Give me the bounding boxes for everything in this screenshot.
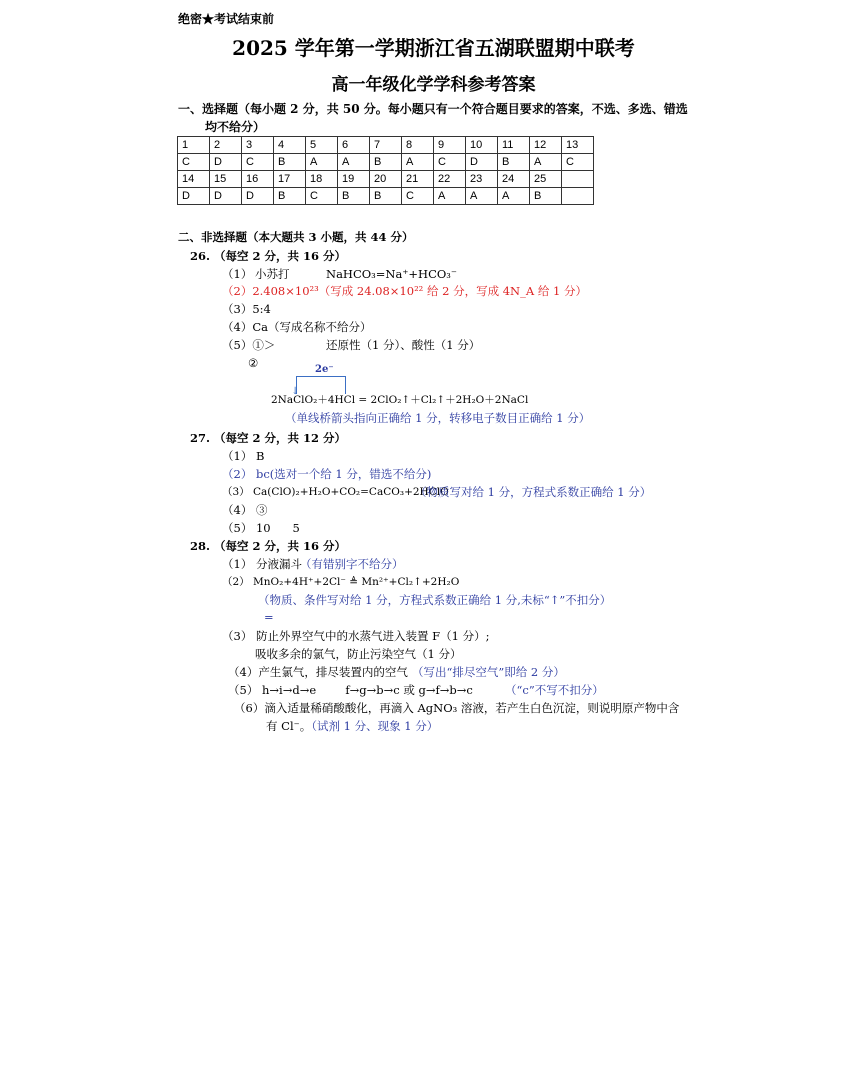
answer-cell: B <box>370 154 402 171</box>
q26-answer1-num: （1） <box>222 267 253 281</box>
question-number-row <box>178 137 594 154</box>
q28-answer6-line1: （6）滴入适量稀硝酸酸化，再滴入 AgNO₃ 溶液，若产生白色沉淀，则说明原产物中含 <box>234 701 680 715</box>
q28-answer2-mark: = <box>264 610 274 624</box>
q27-answer1: （1） B <box>222 449 265 463</box>
answer-cell: C <box>434 154 466 171</box>
section2-heading: 二、非选择题（本大题共 3 小题，共 44 分） <box>178 230 414 244</box>
answer-cell: B <box>338 188 370 205</box>
answer-row <box>178 188 594 205</box>
question-number-cell: 25 <box>530 171 562 188</box>
answer-cell: C <box>178 154 210 171</box>
page-title: 2025 学年第一学期浙江省五湖联盟期中联考 <box>232 36 635 60</box>
q28-answer5: （5） h→i→d→e f→g→b→c 或 g→f→b→c <box>228 683 473 697</box>
question-number-cell: 9 <box>434 137 466 154</box>
answer-cell: B <box>274 154 306 171</box>
q28-answer3-line1: （3） 防止外界空气中的水蒸气进入装置 F（1 分）; <box>222 629 490 643</box>
q28-title: 28. （每空 2 分，共 16 分） <box>190 539 347 553</box>
answer-cell: A <box>498 188 530 205</box>
answer-cell: D <box>242 188 274 205</box>
q27-title: 27. （每空 2 分，共 12 分） <box>190 431 347 445</box>
q26-answer5-num: （5）①＞ <box>222 338 276 352</box>
question-number-cell: 11 <box>498 137 530 154</box>
answer-cell: A <box>530 154 562 171</box>
question-number-cell: 12 <box>530 137 562 154</box>
question-number-cell: 5 <box>306 137 338 154</box>
question-number-cell: 8 <box>402 137 434 154</box>
q26-redox-equation: 2NaClO₂＋4HCl = 2ClO₂↑＋Cl₂↑＋2H₂O＋2NaCl <box>271 394 529 406</box>
confidential-label: 绝密★考试结束前 <box>178 12 275 26</box>
q26-answer4: （4）Ca（写成名称不给分） <box>222 320 372 334</box>
q26-title: 26. （每空 2 分，共 16 分） <box>190 249 347 263</box>
q28-answer4-note: （写出“排尽空气”即给 2 分） <box>412 665 565 679</box>
answer-cell: B <box>530 188 562 205</box>
question-number-row <box>178 171 594 188</box>
question-number-cell: 7 <box>370 137 402 154</box>
answer-cell: A <box>306 154 338 171</box>
question-number-cell: 2 <box>210 137 242 154</box>
question-number-cell: 16 <box>242 171 274 188</box>
question-number-cell: 3 <box>242 137 274 154</box>
answer-table <box>177 136 594 205</box>
answer-cell: A <box>402 154 434 171</box>
question-number-cell <box>562 171 594 188</box>
question-number-cell: 21 <box>402 171 434 188</box>
answer-cell: C <box>306 188 338 205</box>
question-number-cell: 18 <box>306 171 338 188</box>
q28-answer4: （4）产生氯气，排尽装置内的空气 <box>228 665 408 679</box>
answer-cell: A <box>338 154 370 171</box>
question-number-cell: 23 <box>466 171 498 188</box>
question-number-cell: 20 <box>370 171 402 188</box>
question-number-cell: 13 <box>562 137 594 154</box>
electron-transfer-label: 2e⁻ <box>315 364 334 375</box>
answer-cell: D <box>178 188 210 205</box>
q26-answer5-text: 还原性（1 分）、酸性（1 分） <box>326 338 481 352</box>
section1-heading-line1: 一、选择题（每小题 2 分，共 50 分。每小题只有一个符合题目要求的答案，不选、多选、错选 <box>178 102 688 116</box>
page-subtitle: 高一年级化学学科参考答案 <box>331 75 536 95</box>
answer-cell: D <box>210 154 242 171</box>
section1-heading-line2: 均不给分） <box>205 120 266 134</box>
answer-cell: A <box>434 188 466 205</box>
question-number-cell: 10 <box>466 137 498 154</box>
q26-answer1-equation: NaHCO₃=Na⁺+HCO₃⁻ <box>326 267 457 281</box>
question-number-cell: 24 <box>498 171 530 188</box>
q26-answer5-part2: ② <box>248 356 259 370</box>
question-number-cell: 4 <box>274 137 306 154</box>
answer-row <box>178 154 594 171</box>
q26-equation-note: （单线桥箭头指向正确给 1 分，转移电子数目正确给 1 分） <box>285 411 591 425</box>
question-number-cell: 1 <box>178 137 210 154</box>
answer-cell: B <box>370 188 402 205</box>
q28-answer2-equation: （2） MnO₂+4H⁺+2Cl⁻ ≜ Mn²⁺+Cl₂↑+2H₂O <box>222 576 460 588</box>
answer-cell: D <box>210 188 242 205</box>
q28-answer3-line2: 吸收多余的氯气，防止污染空气（1 分） <box>255 647 462 661</box>
answer-cell: C <box>242 154 274 171</box>
question-number-cell: 6 <box>338 137 370 154</box>
q26-answer3: （3）5:4 <box>222 302 271 316</box>
question-number-cell: 14 <box>178 171 210 188</box>
q27-answer2: （2） bc(选对一个给 1 分，错选不给分) <box>222 467 432 481</box>
q27-answer3-equation: （3） Ca(ClO)₂+H₂O+CO₂=CaCO₃+2HClO <box>222 486 449 498</box>
answer-cell: A <box>466 188 498 205</box>
answer-cell: C <box>562 154 594 171</box>
answer-cell: B <box>274 188 306 205</box>
q26-answer1-text: 小苏打 <box>255 267 290 281</box>
answer-cell <box>562 188 594 205</box>
section1-heading <box>178 100 688 136</box>
answer-cell: D <box>466 154 498 171</box>
q28-answer1-note: （有错别字不给分） <box>300 557 404 571</box>
q28-answer1: （1） 分液漏斗 <box>222 557 302 571</box>
arrow-down-icon: ↓ <box>291 386 300 397</box>
q28-answer6-conclusion: 有 Cl⁻。 <box>266 719 312 733</box>
q28-answer6-note: （试剂 1 分、现象 1 分） <box>311 719 439 733</box>
q28-answer6-line2 <box>266 718 438 734</box>
q28-answer5-note: （“c”不写不扣分） <box>505 683 604 697</box>
q26-answer2: （2）2.408×10²³（写成 24.08×10²² 给 2 分，写成 4N_A 给 1 分） <box>222 284 587 298</box>
q28-answer2-note: （物质、条件写对给 1 分，方程式系数正确给 1 分,未标“↑”不扣分） <box>258 593 612 607</box>
answer-cell: B <box>498 154 530 171</box>
question-number-cell: 19 <box>338 171 370 188</box>
q27-answer4: （4） ③ <box>222 503 268 517</box>
question-number-cell: 22 <box>434 171 466 188</box>
answer-cell: C <box>402 188 434 205</box>
q27-answer5: （5） 10 5 <box>222 521 300 535</box>
question-number-cell: 17 <box>274 171 306 188</box>
q27-answer3-note: （物质写对给 1 分，方程式系数正确给 1 分） <box>415 485 652 499</box>
question-number-cell: 15 <box>210 171 242 188</box>
